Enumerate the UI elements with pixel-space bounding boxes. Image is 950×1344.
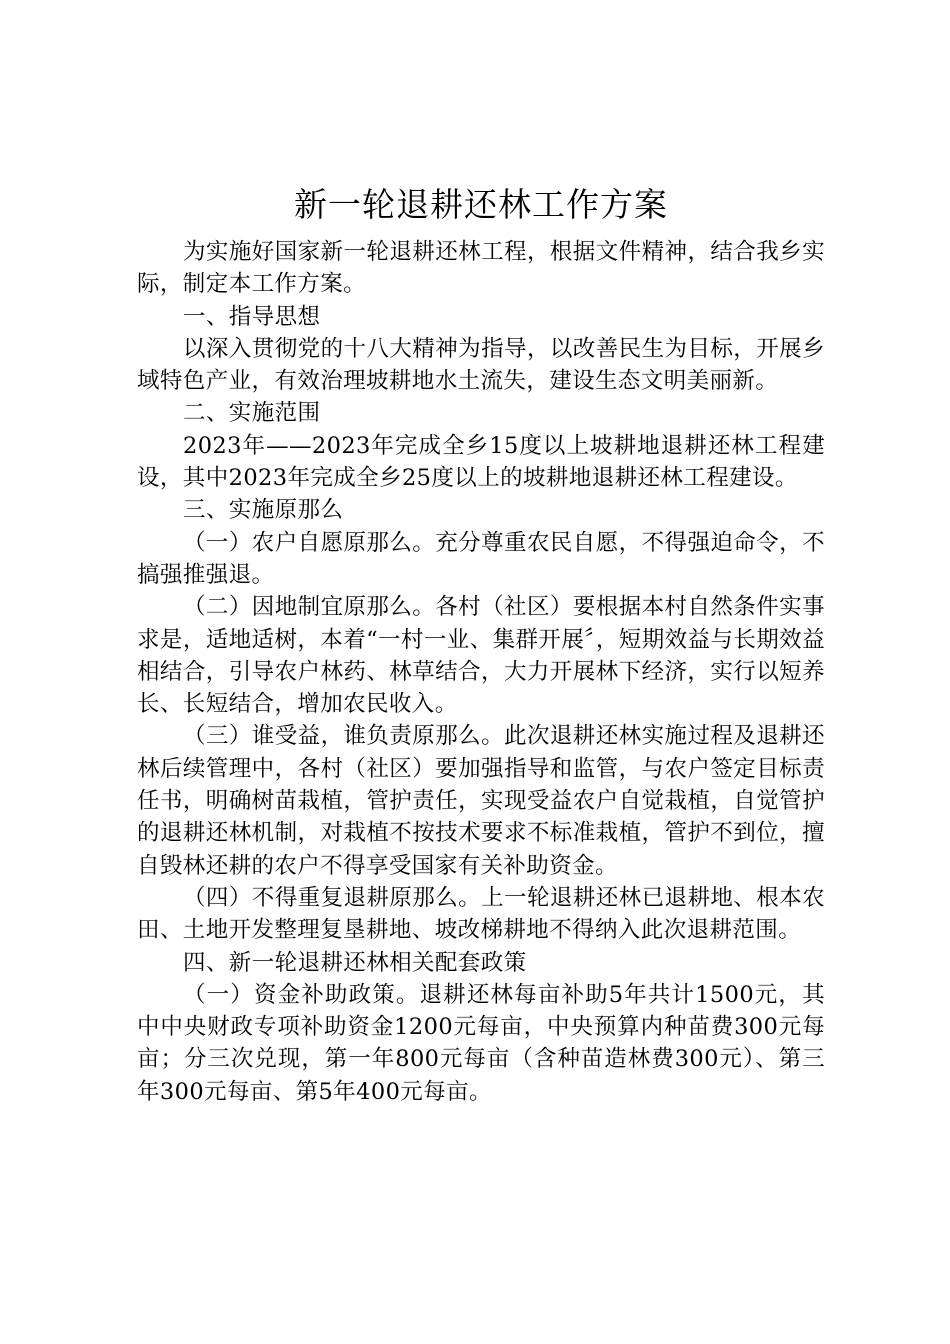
document-body bbox=[137, 236, 825, 1108]
scope-paragraph: 2023年——2023年完成全乡15度以上坡耕地退耕还林工程建设，其中2023年完成全乡25度以上的坡耕地退耕还林工程建设。 bbox=[137, 432, 825, 492]
principle-voluntary-paragraph: （一）农户自愿原那么。充分尊重农民自愿，不得强迫命令，不搞强推强退。 bbox=[137, 529, 825, 588]
document-page bbox=[137, 0, 825, 1344]
section-heading-scope: 二、实施范围 bbox=[183, 400, 321, 427]
principle-local-conditions-paragraph: （二）因地制宜原那么。各村（社区）要根据本村自然条件实事求是，适地适树，本着“一村一业、集群开展〞，短期效益与长期效益相结合，引导农户林药、林草结合，大力开展林下经济，实行以短养长、长短结合，增加农民收入。 bbox=[137, 594, 825, 718]
policy-funding-paragraph: （一）资金补助政策。退耕还林每亩补助5年共计1500元，其中中央财政专项补助资金1200元每亩，中央预算内种苗费300元每亩；分三次兑现，第一年800元每亩（含种苗造林费300元）、第三年300元每亩、第5年400元每亩。 bbox=[137, 981, 825, 1105]
principle-no-duplicate-paragraph: （四）不得重复退耕原那么。上一轮退耕还林已退耕地、根本农田、土地开发整理复垦耕地、坡改梯耕地不得纳入此次退耕范围。 bbox=[137, 884, 825, 944]
intro-paragraph: 为实施好国家新一轮退耕还林工程，根据文件精神，结合我乡实际，制定本工作方案。 bbox=[137, 239, 825, 298]
section-heading-principles: 三、实施原那么 bbox=[183, 497, 344, 524]
guiding-ideology-paragraph: 以深入贯彻党的十八大精神为指导，以改善民生为目标，开展乡域特色产业，有效治理坡耕地水土流失，建设生态文明美丽新。 bbox=[137, 335, 825, 395]
section-heading-policies: 四、新一轮退耕还林相关配套政策 bbox=[183, 949, 527, 976]
principle-responsibility-paragraph: （三）谁受益，谁负责原那么。此次退耕还林实施过程及退耕还林后续管理中，各村（社区）要加强指导和监管，与农户签定目标责任书，明确树苗栽植，管护责任，实现受益农户自觉栽植，自觉管护的退耕还林机制，对栽植不按技术要求不标准栽植，管护不到位，擅自毁林还耕的农户不得享受国家有关补助资金。 bbox=[137, 723, 825, 879]
document-title: 新一轮退耕还林工作方案 bbox=[294, 185, 668, 224]
section-heading-guiding-ideology: 一、指导思想 bbox=[183, 303, 321, 330]
